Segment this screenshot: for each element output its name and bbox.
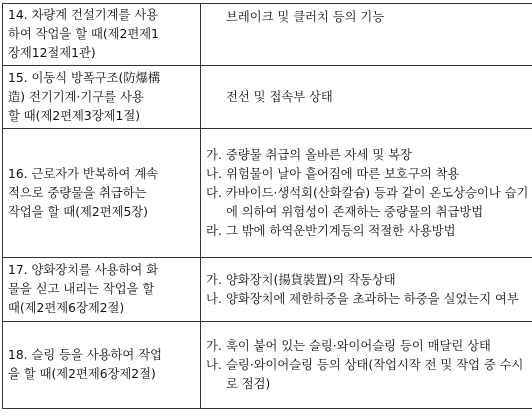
work-type-cell <box>3 66 201 129</box>
work-type-line: 하여 작업을 할 때(제2편제1 <box>8 27 159 41</box>
item-text: 카바이드·생석회(산화칼슘) 등과 같이 온도상승이나 습기에 의하여 위험성이 존재하는 중량물의 취급방법 <box>226 185 529 219</box>
item-marker: 나. <box>206 357 222 372</box>
item-text: 전선 및 접속부 상태 <box>226 89 333 104</box>
check-item <box>206 222 532 241</box>
item-marker: 가. <box>206 147 222 162</box>
work-type-line: 造) 전기기계·기구를 사용 <box>8 89 144 104</box>
check-items-cell <box>201 129 532 258</box>
check-item <box>206 356 532 394</box>
work-type-line: 을 할 때(제2편제6장제2절) <box>8 367 156 381</box>
work-type-line: 적으로 중량물을 취급하는 <box>8 185 147 200</box>
work-type-line: 작업을 할 때(제2편제5장) <box>8 204 148 219</box>
item-text: 중량물 취급의 올바른 자세 및 복장 <box>226 147 412 162</box>
item-marker: 다. <box>206 185 222 200</box>
check-item <box>206 290 532 309</box>
check-item <box>206 146 532 165</box>
work-type-cell <box>3 129 201 258</box>
work-type-line: 14. 차량계 건설기계를 사용 <box>8 8 159 22</box>
check-item <box>206 271 532 290</box>
check-item <box>206 8 532 27</box>
work-type-line: 때(제2편제6장제2절) <box>8 301 125 315</box>
inspection-table-document <box>2 3 528 409</box>
work-type-line: 17. 양화장치를 사용하여 화 <box>8 263 159 277</box>
check-items-cell <box>201 4 532 66</box>
check-items-cell <box>201 322 532 409</box>
work-type-line: 장제12절제1관) <box>8 46 96 60</box>
work-type-line: 15. 이동식 방폭구조(防爆構 <box>8 70 161 85</box>
item-text: 위험물이 날아 흩어짐에 따른 보호구의 착용 <box>226 166 460 181</box>
work-type-line: 물을 싣고 내리는 작업을 할 <box>8 282 155 296</box>
work-type-line: 할 때(제2편제3장제1절) <box>8 108 141 123</box>
check-items-cell <box>201 66 532 129</box>
item-text: 브레이크 및 클러치 등의 기능 <box>226 10 385 24</box>
table-row <box>3 66 532 129</box>
work-type-line: 18. 슬링 등을 사용하여 작업 <box>8 348 162 362</box>
item-text: 양화장치(揚貨裝置)의 작동상태 <box>226 272 396 287</box>
work-type-cell <box>3 322 201 409</box>
work-type-cell <box>3 4 201 66</box>
check-item <box>206 184 532 222</box>
check-item <box>206 88 532 107</box>
check-item <box>206 165 532 184</box>
item-marker: 나. <box>206 166 222 181</box>
item-text: 훅이 붙어 있는 슬링·와이어슬링 등이 매달린 상태 <box>226 338 491 353</box>
inspection-table <box>2 3 532 409</box>
item-text: 그 밖에 하역운반기계등의 적절한 사용방법 <box>226 223 456 238</box>
work-type-cell <box>3 258 201 322</box>
item-text: 슬링·와이어슬링 등의 상태(작업시작 전 및 작업 중 수시로 점검) <box>226 357 524 391</box>
table-row <box>3 4 532 66</box>
table-row <box>3 129 532 258</box>
item-marker: 가. <box>206 338 222 353</box>
check-items-cell <box>201 258 532 322</box>
item-marker: 나. <box>206 291 222 306</box>
check-item <box>206 337 532 356</box>
item-marker: 라. <box>206 223 222 238</box>
item-marker: 가. <box>206 272 222 287</box>
work-type-line: 16. 근로자가 반복하여 계속 <box>8 166 159 181</box>
item-text: 양화장치에 제한하중을 초과하는 하중을 실었는지 여부 <box>226 291 519 306</box>
table-row <box>3 322 532 409</box>
table-row <box>3 258 532 322</box>
